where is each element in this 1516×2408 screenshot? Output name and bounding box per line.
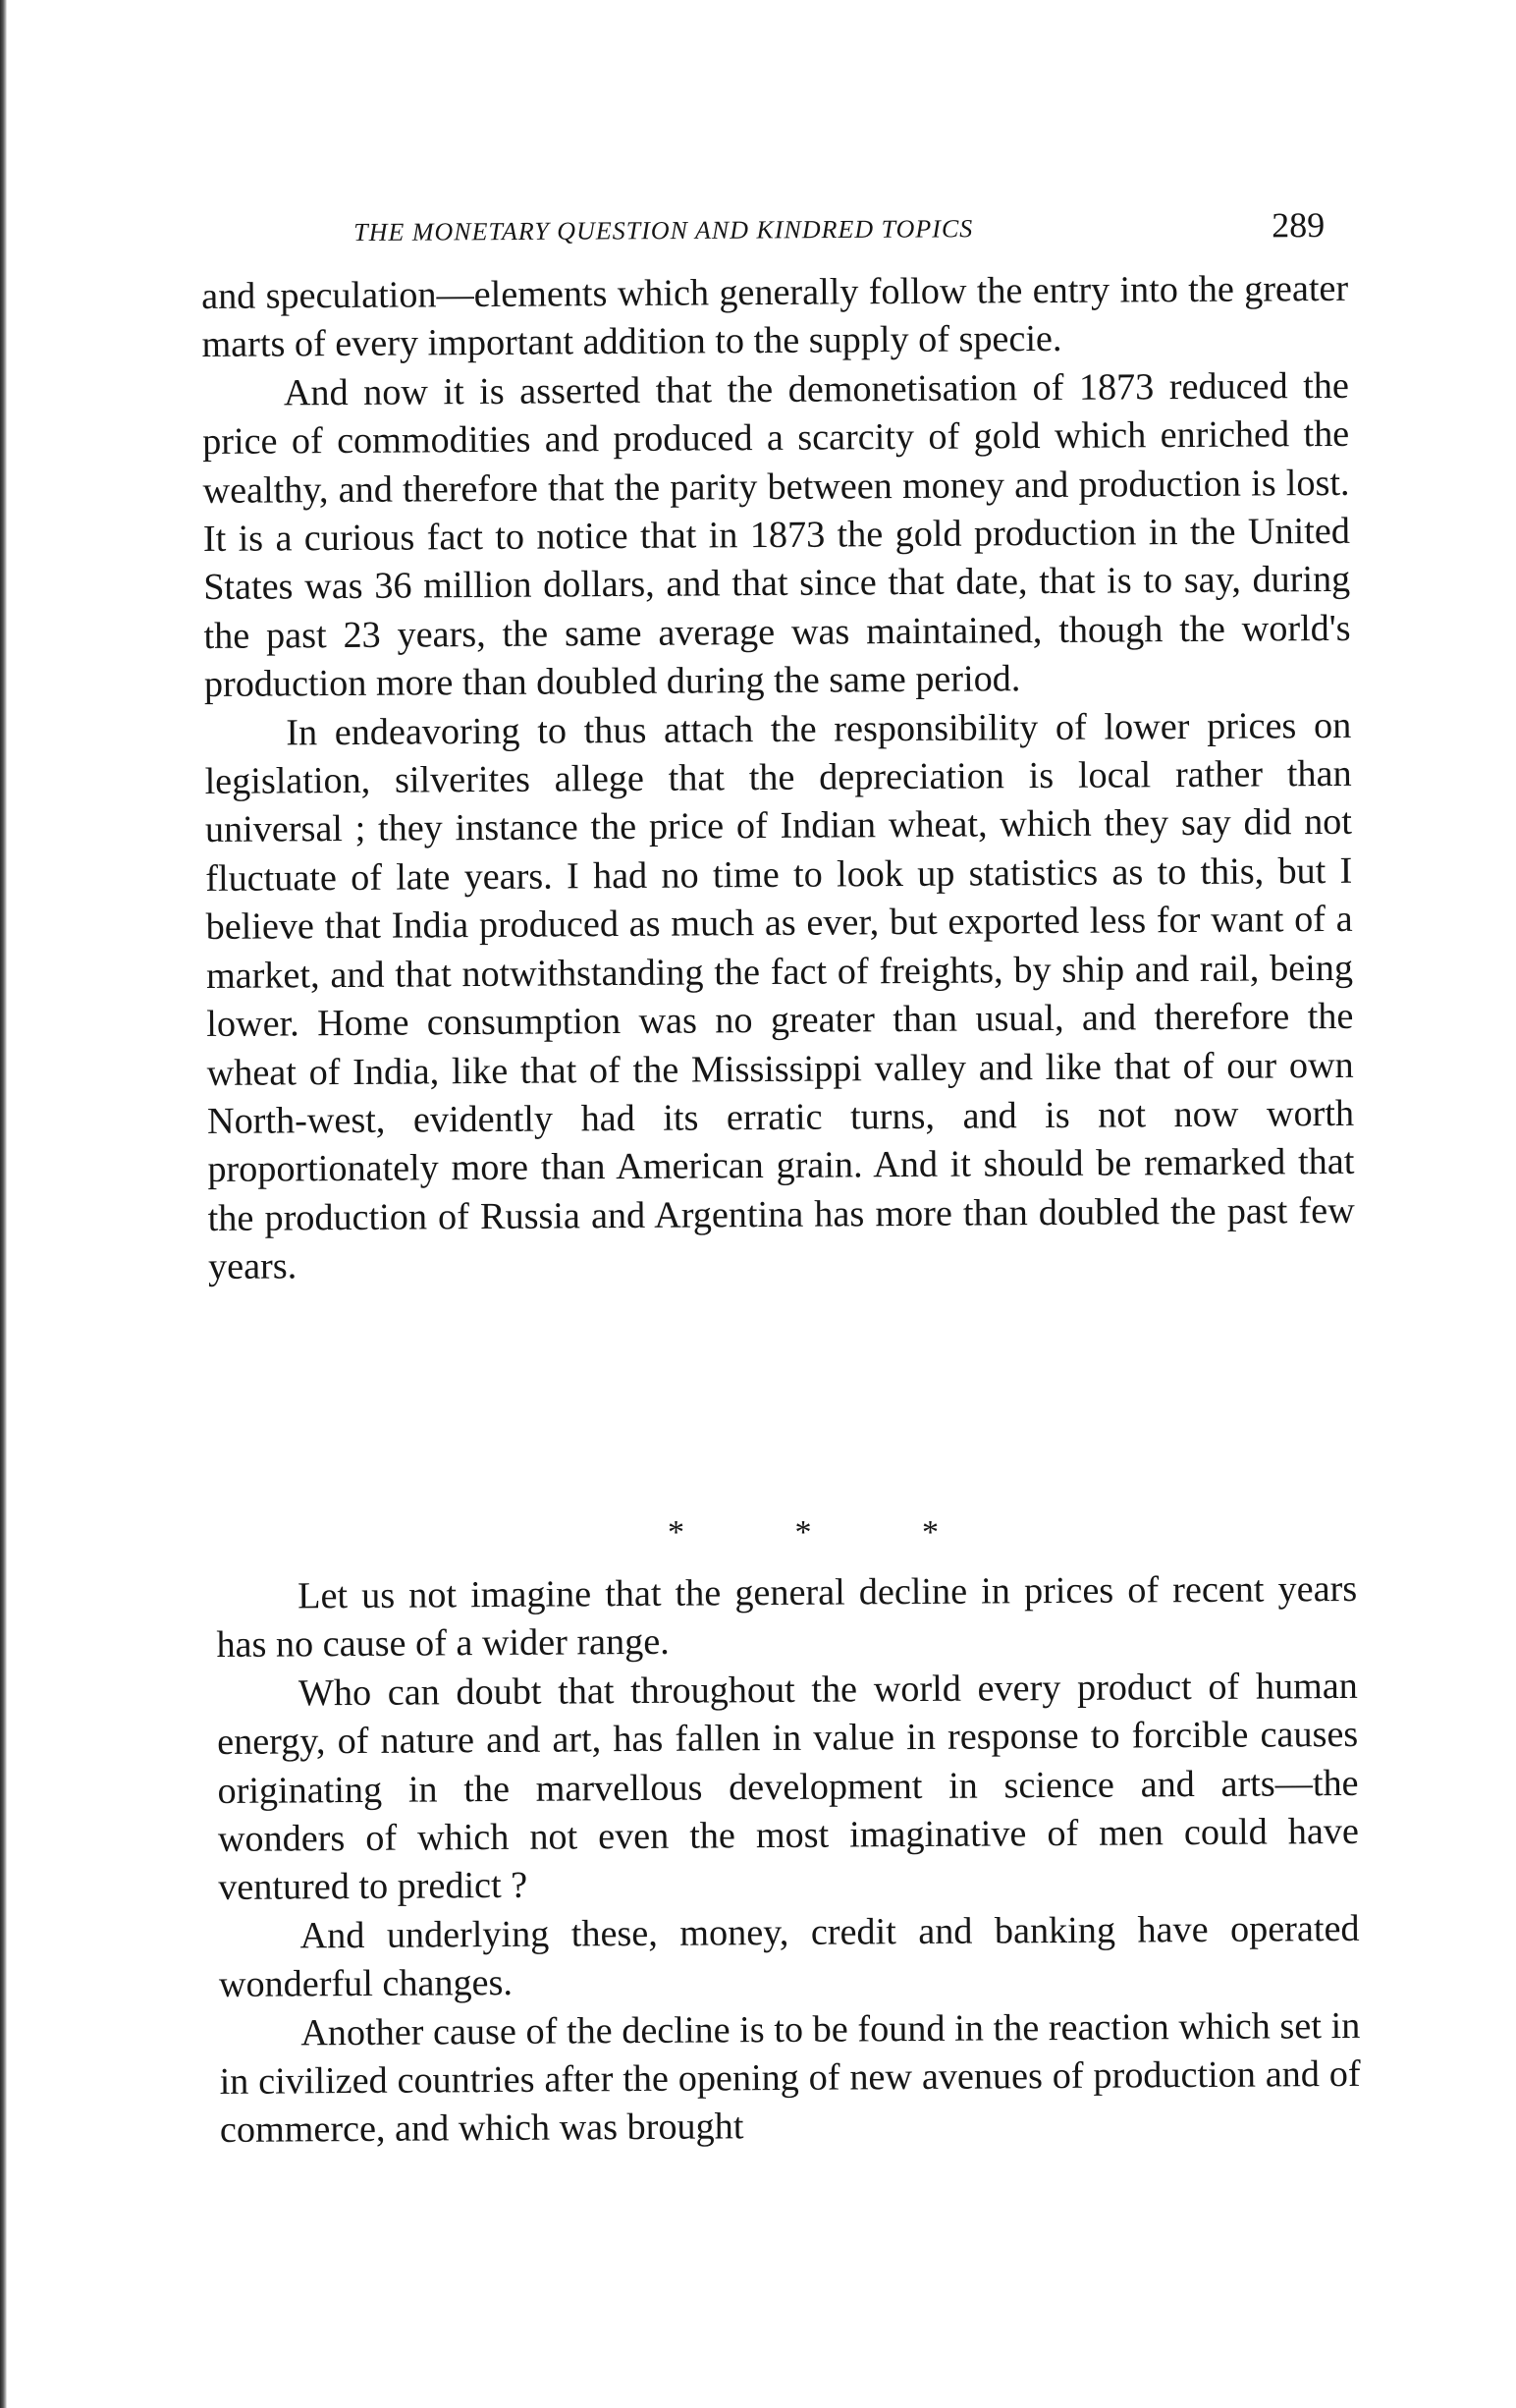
page-number: 289 bbox=[1272, 205, 1326, 246]
running-title: THE MONETARY QUESTION AND KINDRED TOPICS bbox=[353, 214, 974, 247]
paragraph-1: and speculation—elements which generally follow the entry into the greater marts of every important addition to the supply of specie. bbox=[201, 267, 1349, 366]
paragraph-3: In endeavoring to thus attach the responsibility of lower prices on legislation, silverites allege that the depreciation is local rather than universal ; they instance the price of Indian wheat, which they say did not fluctuate of late years. I had no time to look up statistics as to this, but I believe that India produced as much as ever, but exported less for want of a market, and that notwithstanding the fact of freights, by ship and rail, being lower. Home consumption was no greater than usual, and therefore the wheat of India, like that of the Mississippi valley and like that of our own North-west, evidently had its erratic turns, and is not now worth proportionately more than American grain. And it should be remarked that the production of Russia and Argentina has more than doubled the past few years. bbox=[204, 704, 1355, 1288]
paragraph-5: Who can doubt that throughout the world every product of human energy, of nature and art, has fallen in value in response to forcible causes originating in the marvellous development in science and arts—the wonders of which not even the most imaginative of men could have ventured to predict ? bbox=[217, 1665, 1360, 1909]
paragraph-7: Another cause of the decline is to be found in the reaction which set in in civilized countries after the opening of new avenues of production and of commerce, and which was brought bbox=[219, 2004, 1361, 2152]
section-break-asterisks: * * * bbox=[668, 1514, 990, 1551]
paragraph-2: And now it is asserted that the demonetisation of 1873 reduced the price of commodities and produced a scarcity of gold which enriched the wealthy, and therefore that the parity between money and production is lost. It is a curious fact to notice that in 1873 the gold production in the United States was 36 million dollars, and that since that date, that is to say, during the past 23 years, the same average was maintained, though the world's production more than doubled during the same period. bbox=[202, 364, 1351, 706]
body-text-bottom bbox=[216, 1565, 1361, 2156]
running-head bbox=[201, 194, 1340, 260]
page-binding-edge bbox=[0, 0, 7, 2408]
paragraph-6: And underlying these, money, credit and banking have operated wonderful changes. bbox=[218, 1907, 1360, 2006]
body-text-top bbox=[201, 265, 1355, 1292]
paragraph-4: Let us not imagine that the general decline in prices of recent years has no cause of a wider range. bbox=[216, 1567, 1358, 1667]
